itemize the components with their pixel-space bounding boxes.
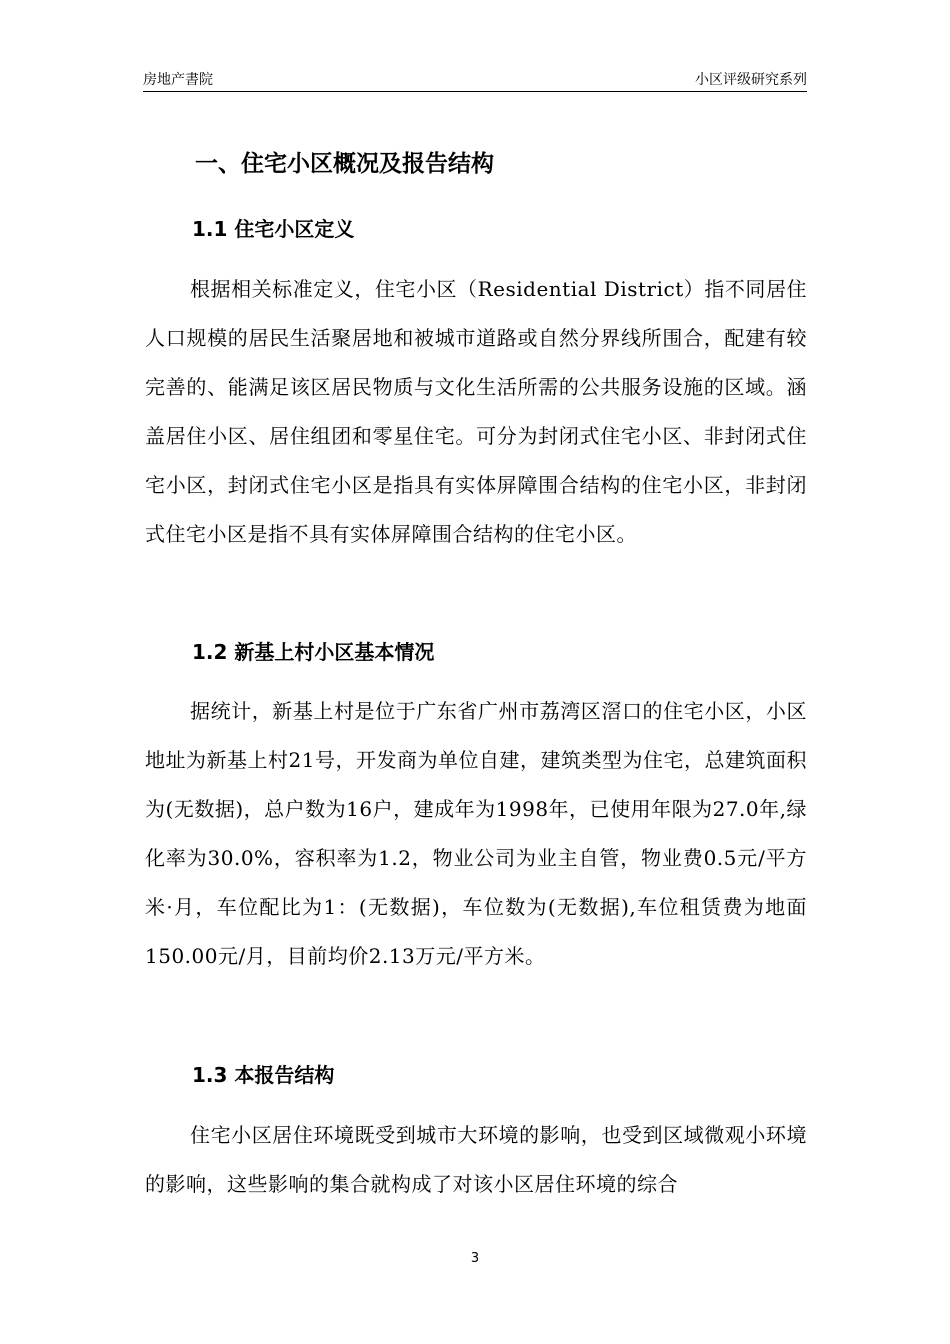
section-1-3-heading: 1.3 本报告结构 bbox=[192, 1063, 335, 1087]
section-1-1-paragraph: 根据相关标准定义，住宅小区（Residential District）指不同居住人口规模的居民生活聚居地和被城市道路或自然分界线所围合，配建有较完善的、能满足该区居民物质与文化生活所需的公共服务设施的区域。涵盖居住小区、居住组团和零星住宅。可分为封闭式住宅小区、非封闭式住宅小区，封闭式住宅小区是指具有实体屏障围合结构的住宅小区，非封闭式住宅小区是指不具有实体屏障围合结构的住宅小区。 bbox=[145, 277, 807, 546]
page-number: 3 bbox=[470, 1251, 480, 1266]
section-1-2-paragraph: 据统计，新基上村是位于广东省广州市荔湾区滘口的住宅小区，小区地址为新基上村21号，开发商为单位自建，建筑类型为住宅，总建筑面积为(无数据)，总户数为16户，建成年为1998年，已使用年限为27.0年,绿化率为30.0%，容积率为1.2，物业公司为业主自管，物业费0.5元/平方米·月，车位配比为1：(无数据)，车位数为(无数据),车位租赁费为地面150.00元/月，目前均价2.13万元/平方米。 bbox=[145, 699, 807, 968]
section-1-3-paragraph: 住宅小区居住环境既受到城市大环境的影响，也受到区域微观小环境的影响，这些影响的集合就构成了对该小区居住环境的综合 bbox=[145, 1123, 807, 1196]
header-series-title: 小区评级研究系列 bbox=[695, 72, 807, 88]
section-1-heading: 一、住宅小区概况及报告结构 bbox=[195, 151, 494, 177]
section-1-2-heading: 1.2 新基上村小区基本情况 bbox=[192, 640, 435, 664]
header-publisher: 房地产書院 bbox=[143, 72, 213, 88]
section-1-1-heading: 1.1 住宅小区定义 bbox=[192, 217, 355, 241]
page-header bbox=[143, 67, 807, 92]
